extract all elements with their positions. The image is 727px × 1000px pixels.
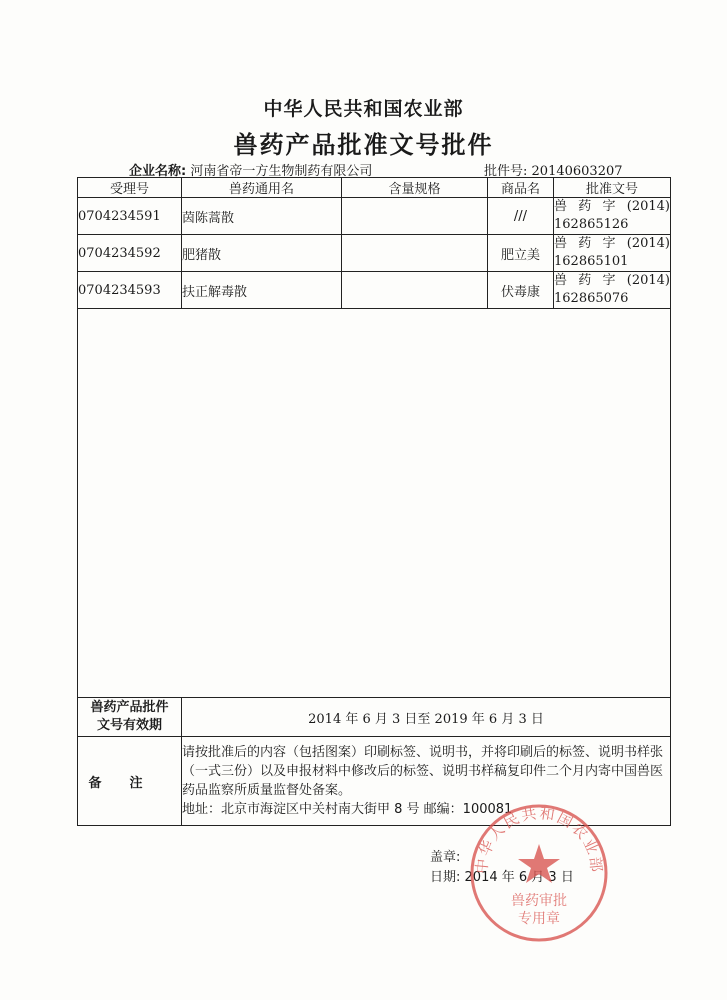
table-header-row <box>78 178 671 198</box>
table-row <box>78 235 671 272</box>
header-trade-name: 商品名 <box>488 178 554 198</box>
row-trade-name: 伏毒康 <box>488 272 554 309</box>
row-approval-no: 兽 药 字 (2014) 162865101 <box>554 235 671 272</box>
row-trade-name: 肥立美 <box>488 235 554 272</box>
header-generic-name: 兽药通用名 <box>182 178 342 198</box>
validity-row <box>78 698 671 737</box>
validity-label: 兽药产品批件 文号有效期 <box>78 698 182 737</box>
batch-number: 20140603207 <box>531 164 623 179</box>
official-stamp <box>468 802 610 944</box>
row-spec <box>342 272 488 309</box>
document-title: 兽药产品批准文号批件 <box>233 131 494 159</box>
row-approval-no: 兽 药 字 (2014) 162865126 <box>554 198 671 235</box>
row-acceptance-no: 0704234591 <box>78 198 182 235</box>
validity-period: 2014 年 6 月 3 日至 2019 年 6 月 3 日 <box>182 698 671 737</box>
table-row <box>78 272 671 309</box>
seal-line <box>430 846 460 865</box>
stamp-ring-text: 中华人民共和国农业部 <box>472 804 606 875</box>
date-value: 2014 年 6 月 3 日 <box>464 870 574 885</box>
date-label: 日期: <box>430 870 461 885</box>
stamp-line-1: 兽药审批 <box>511 893 567 909</box>
header-acceptance-no: 受理号 <box>78 178 182 198</box>
header-approval-no: 批准文号 <box>554 178 671 198</box>
row-approval-no: 兽 药 字 (2014) 162865076 <box>554 272 671 309</box>
remark-label: 备注 <box>78 737 182 826</box>
row-acceptance-no: 0704234592 <box>78 235 182 272</box>
header-spec: 含量规格 <box>342 178 488 198</box>
remark-address: 地址：北京市海淀区中关村南大街甲 8 号 邮编：100081 <box>182 802 513 817</box>
stamp-line-2: 专用章 <box>518 911 560 927</box>
company-label: 企业名称: <box>129 164 187 179</box>
row-acceptance-no: 0704234593 <box>78 272 182 309</box>
seal-label: 盖章: <box>430 850 461 865</box>
row-trade-name: /// <box>488 198 554 235</box>
batch-label: 批件号: <box>484 164 528 179</box>
company-name: 河南省帝一方生物制药有限公司 <box>190 164 373 179</box>
row-generic-name: 扶正解毒散 <box>182 272 342 309</box>
row-spec <box>342 235 488 272</box>
row-spec <box>342 198 488 235</box>
row-generic-name: 茵陈蒿散 <box>182 198 342 235</box>
ministry-heading: 中华人民共和国农业部 <box>263 98 464 120</box>
remark-text: 请按批准后的内容（包括图案）印刷标签、说明书，并将印刷后的标签、说明书样张（一式三份）以及申报材料中修改后的标签、说明书样稿复印件二个月内寄中国兽医药品监察所质量监督处备案。 <box>182 745 664 798</box>
approval-table <box>77 177 671 826</box>
star-icon <box>518 844 560 883</box>
table-row <box>78 198 671 235</box>
table-blank-area <box>78 309 671 698</box>
row-generic-name: 肥猪散 <box>182 235 342 272</box>
